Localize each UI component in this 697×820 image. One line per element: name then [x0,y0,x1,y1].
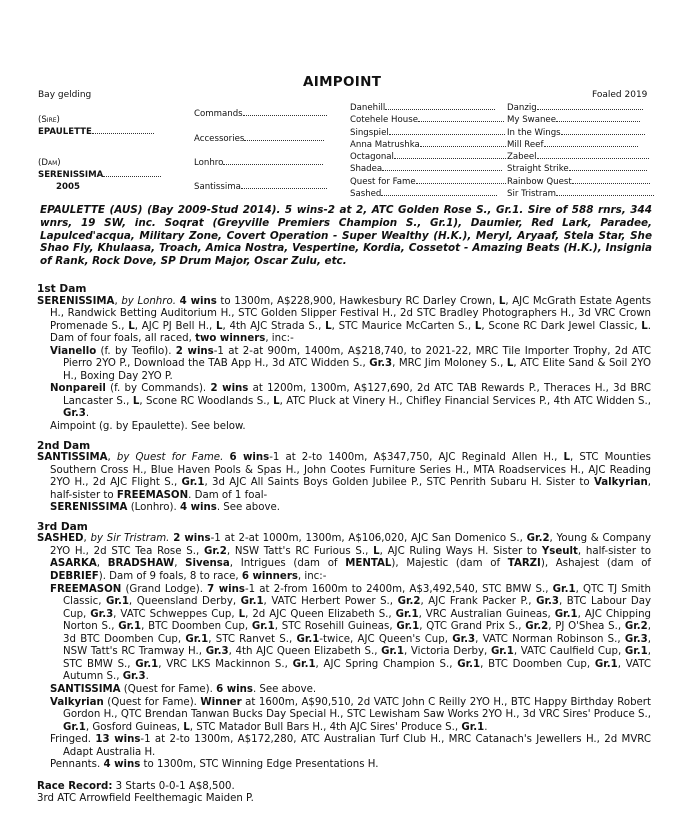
pedigree-g4-2: My Swanee [507,114,640,126]
pedigree-g4-7: Rainbow Quest [507,176,650,188]
second-dam-entry: SANTISSIMA, by Quest for Fame. 6 wins-1 at 2-to 1400m, A$347,750, AJC Reginald Allen H., L, STC Mounties Southern Cross H., Blue Haven Pools & Spas H., John Cootes Furniture Series H., MTA Roadservices H., AJC Reading 2YO H., 2d AJC Flight S., Gr.1, 3d AJC All Saints Boys Golden Jubilee P., STC Penrith Subaru H. Sister to Valkyrian, half-sister to FREEMASON. Dam of 1 foal- [37,452,651,501]
first-dam-entry: SERENISSIMA, by Lonhro. 4 wins to 1300m, A$228,900, Hawkesbury RC Darley Crown, L, AJC McGrath Estate Agents H., Randwick Betting Auditorium H., STC Golden Slipper Festival H., 2d STC Bradley Photographers H., 3d VRC Crown Promenade S., L, AJC PJ Bell H., L, 4th AJC Strada S., L, STC Maurice McCarten S., L, Scone RC Dark Jewel Classic, L. Dam of four foals, all raced, two winners, inc:- [37,295,652,345]
pedigree-g2-4: Santissima [194,181,327,193]
horse-sex: Bay gelding [38,90,92,100]
foaled-year: Foaled 2019 [592,90,648,100]
race-record-label: Race Record: [37,780,113,792]
progeny-serenissima: SERENISSIMA (Lonhro). 4 wins. See above. [50,502,281,514]
sire-summary: EPAULETTE (AUS) (Bay 2009-Stud 2014). 5 wins-2 at 2, ATC Golden Rose S., Gr.1. Sire of 588 rnrs, 344 wnrs, 19 SW, inc. Soqrat (Greyville Premiers Champion S., Gr.1), Daumier, Red Lark, Paradee, Lapulced'acqua, Military Zone, Covert Operation - Super Wealthy (H.K.), Meryl, Aryaaf, Stela Star, She Shao Fly, Khulaasa, Troach, Amica Nostra, Vespertine, Kordia, Cossetot - Amazing Beats (H.K.), Insignia of Rank, Rock Dove, SP Drum Major, Oscar Zulu, etc. [40,204,652,268]
progeny-pennants: Pennants. 4 wins to 1300m, STC Winning Edge Presentations H. [50,759,379,771]
progeny-aimpoint: Aimpoint (g. by Epaulette). See below. [50,421,246,433]
pedigree-g2-3: Lonhro [194,157,323,169]
progeny-vianello: Vianello (f. by Teofilo). 2 wins-1 at 2-at 900m, 1400m, A$218,740, to 2021-22, MRC Tile Importer Trophy, 2d ATC Pierro 2YO P., Download the TAB App H., 3d ATC Widden S., Gr.3, MRC Jim Moloney S., L, ATC Elite Sand & Soil 2YO H., Boxing Day 2YO P. [50,345,651,382]
third-dam-heading: 3rd Dam [37,520,88,533]
pedigree-g2-1: Commands [194,108,327,120]
pedigree-g3-8: Sashed [350,188,497,200]
sire-label: (Sire) [38,115,60,125]
progeny-freemason: FREEMASON (Grand Lodge). 7 wins-1 at 2-from 1600m to 2400m, A$3,492,540, STC BMW S., Gr.1, QTC TJ Smith Classic, Gr.1, Queensland Derby, Gr.1, VATC Herbert Power S., Gr.2, AJC Frank Packer P., Gr.3, BTC Labour Day Cup, Gr.3, VATC Schweppes Cup, L, 2d AJC Queen Elizabeth S., Gr.1, VRC Australian Guineas, Gr.1, AJC Chipping Norton S., Gr.1, BTC Doomben Cup, Gr.1, STC Rosehill Guineas, Gr.1, QTC Grand Prix S., Gr.2, PJ O'Shea S., Gr.2, 3d BTC Doomben Cup, Gr.1, STC Ranvet S., Gr.1-twice, AJC Queen's Cup, Gr.3, VATC Norman Robinson S., Gr.3, NSW Tatt's RC Tramway H., Gr.3, 4th AJC Queen Elizabeth S., Gr.1, Victoria Derby, Gr.1, VATC Caulfield Cup, Gr.1, STC BMW S., Gr.1, VRC LKS Mackinnon S., Gr.1, AJC Spring Champion S., Gr.1, BTC Doomben Cup, Gr.1, VATC Autumn S., Gr.3. [50,583,651,683]
pedigree-g4-6: Straight Strike [507,163,647,175]
progeny-fringed: Fringed. 13 wins-1 at 2-to 1300m, A$172,280, ATC Australian Turf Club H., MRC Catanach's Jewellers H., 2d MVRC Adapt Australia H. [50,734,651,758]
pedigree-g3-1: Danehill [350,102,495,114]
page-title: AIMPOINT [303,74,382,90]
dam-name: SERENISSIMA [38,169,161,181]
pedigree-g4-1: Danzig [507,102,643,114]
pedigree-g3-3: Singspiel [350,127,505,139]
race-record-value: 3 Starts 0-0-1 A$8,500. [115,780,235,792]
progeny-nonpareil: Nonpareil (f. by Commands). 2 wins at 1200m, 1300m, A$127,690, 2d ATC TAB Rewards P., Theraces H., 3d BRC Lancaster S., L, Scone RC Woodlands S., L, ATC Pluck at Vinery H., Chifley Financial Services P., 4th ATC Widden S., Gr.3. [50,383,652,420]
dam-year: 2005 [56,182,80,192]
first-dam-heading: 1st Dam [37,283,87,295]
progeny-santissima: SANTISSIMA (Quest for Fame). 6 wins. See above. [50,683,317,695]
pedigree-g4-4: Mill Reef [507,139,638,151]
pedigree-g3-2: Cotehele House [350,114,504,126]
third-dam-entry: SASHED, by Sir Tristram. 2 wins-1 at 2-at 1000m, 1300m, A$106,020, AJC San Domenico S., Gr.2, Young & Company 2YO H., 2d STC Tea Rose S., Gr.2, NSW Tatt's RC Furious S., L, AJC Ruling Ways H. Sister to Yseult, half-sister to ASARKA, BRADSHAW, Sivensa, Intrigues (dam of MENTAL), Majestic (dam of TARZI), Ashajest (dam of DEBRIEF). Dam of 9 foals, 8 to race, 6 winners, inc:- [37,533,652,583]
pedigree-g2-2: Accessories [194,133,324,145]
pedigree-g4-8: Sir Tristram [507,188,654,200]
second-dam-heading: 2nd Dam [37,439,91,452]
race-record [37,781,651,794]
family-record [37,283,651,806]
pedigree-g3-6: Shadea [350,163,502,175]
progeny-valkyrian: Valkyrian (Quest for Fame). Winner at 1600m, A$90,510, 2d VATC John C Reilly 2YO H., BTC Happy Birthday Robert Gordon H., QTC Brendan Tanwan Bucks Day Special H., STC Lewisham Saw Works 2YO H., 3d VRC Sires' Produce S., Gr.1, Gosford Guineas, L, STC Matador Bull Bars H., 4th AJC Sires' Produce S., Gr.1. [50,696,651,733]
pedigree-g4-5: Zabeel [507,151,649,163]
pedigree-g3-5: Octagonal [350,151,506,163]
pedigree-g3-4: Anna Matrushka [350,139,506,151]
sire-name: EPAULETTE [38,126,154,138]
pedigree-g4-3: In the Wings [507,127,645,139]
dam-label: (Dam) [38,158,61,168]
race-record-placing: 3rd ATC Arrowfield Feelthemagic Maiden P. [37,793,254,805]
pedigree-g3-7: Quest for Fame [350,176,506,188]
